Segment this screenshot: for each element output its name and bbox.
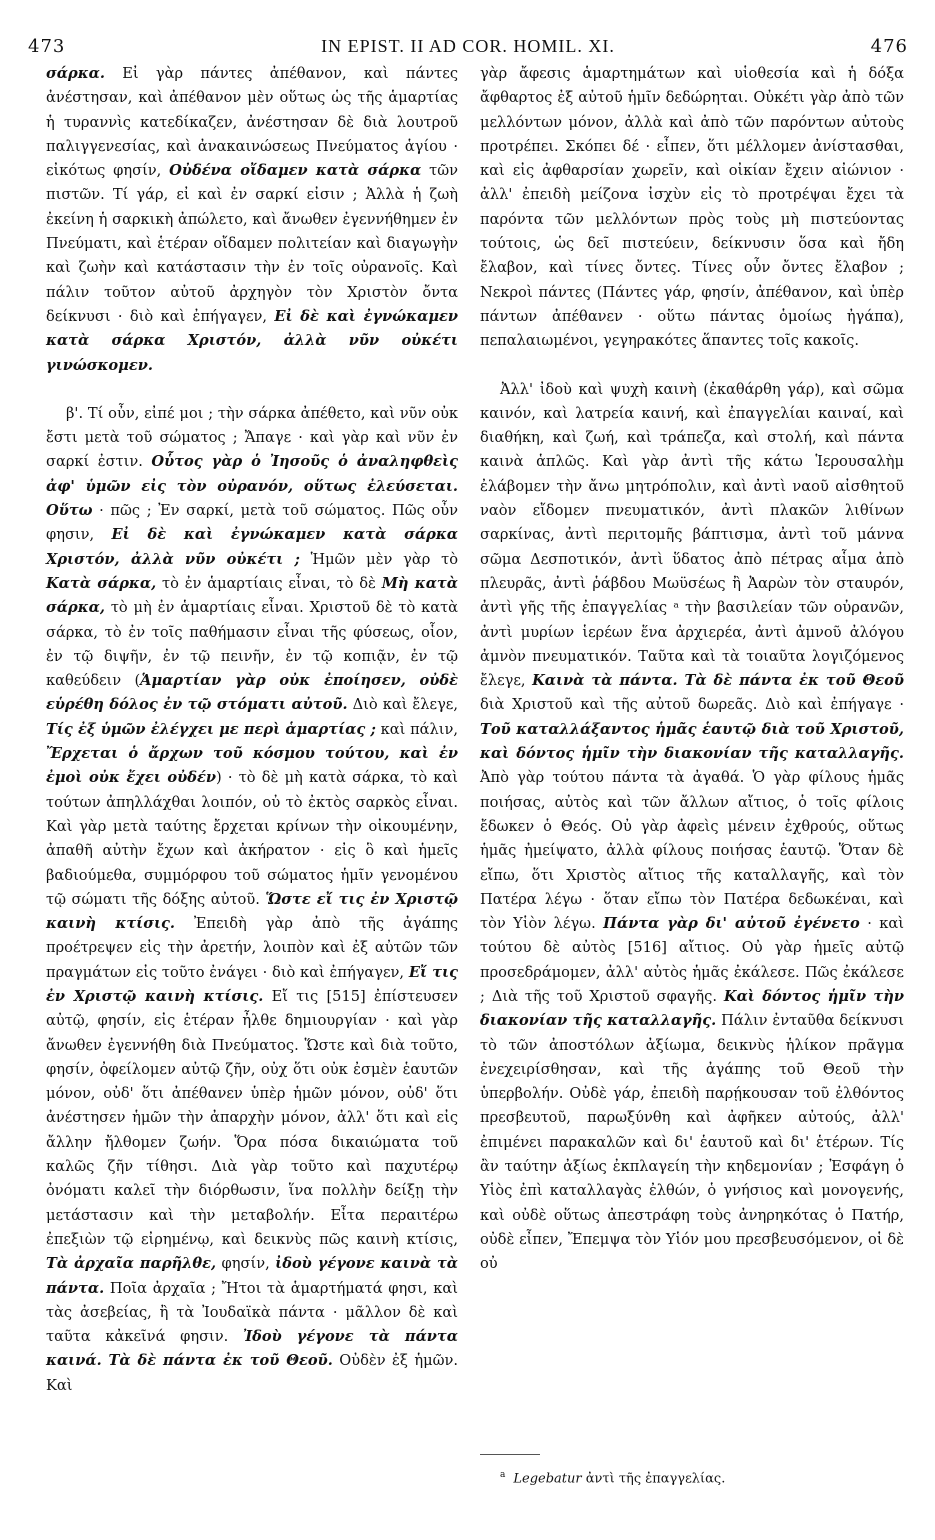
scripture-quote: Καινὰ τὰ πάντα. Τὰ δὲ πάντα ἐκ τοῦ Θεοῦ: [532, 672, 904, 690]
left-column: [46, 62, 458, 1398]
text-run: γὰρ ἄφεσις ἁμαρτημάτων καὶ υἱοθεσία καὶ ἡ δόξα ἄφθαρτος ἐξ αὐτοῦ ἡμῖν δεδώρηται. Οὐκέτι γὰρ ἀπὸ τῶν μελλόντων μόνον, ἀλλὰ καὶ ἀπὸ τῶν παρόντων αὐτοὺς προτρέπει. Σκόπει δέ · εἶπεν, ὅτι μέλλομεν ἀνίστασθαι, καὶ εἰς ἀφθαρσίαν χωρεῖν, καὶ οἰκίαν ἔχειν αἰώνιον · ἀλλ' ἐπειδὴ μείζονα ἰσχὺν εἰς τὸ προτρέψαι ἔχει τὰ παρόντα τῶν μελλόντων πρὸς τοὺς μὴ πιστεύοντας τούτοις, ὡς δεῖ πιστεύειν, δείκνυσιν ὅσα καὶ ἤδη ἔλαβον, καὶ τίνες ὄντες. Τίνες οὖν ὄντες ἔλαβον ; Νεκροὶ πάντες (Πάντες γάρ, φησίν, ἀπέθανον, καὶ ὑπὲρ πάντων ἀπέθανεν · οὕτω πάντας ὁμοίως ἠγάπα), πεπαλαιωμένοι, γεγηρακότες ἅπαντες τοῖς κακοῖς.: [480, 65, 904, 350]
scripture-quote: Ἁμαρτίαν γὰρ οὐκ ἐποίησεν, οὐδὲ εὑρέθη δόλος ἐν τῷ στόματι αὐτοῦ.: [46, 672, 459, 714]
text-run: Ποῖα ἀρχαῖα ; Ἤτοι τὰ ἁμαρτήματά φησι, καὶ τὰς ἀσεβείας, ἢ τὰ Ἰουδαϊκὰ πάντα · μᾶλλον δὲ καὶ ταῦτα κἀκεῖνά φησιν.: [46, 1279, 458, 1346]
text-run: · πῶς ; Ἐν σαρκί, μετὰ τοῦ σώματος. Πῶς οὖν φησιν,: [46, 502, 458, 544]
scripture-quote: Καὶ δόντος ἡμῖν τὴν διακονίαν τῆς καταλλαγῆς.: [480, 987, 904, 1030]
footnote-text: ἀντὶ τῆς ἐπαγγελίας.: [581, 1471, 726, 1487]
text-run: Οὐδὲν ἐξ ἡμῶν. Καὶ: [46, 1352, 459, 1394]
text-run: τῶν πιστῶν. Τί γάρ, εἰ καὶ ἐν σαρκί εἰσιν ; Ἀλλὰ ἡ ζωὴ ἐκείνη ἡ σαρκικὴ ἀπώλετο, καὶ ἄνωθεν ἐγεννήθημεν ἐν Πνεύματι, καὶ ἑτέραν οἴδαμεν πολιτείαν καὶ διαγωγὴν καὶ ζωὴν καὶ κατάστασιν τὴν ἐν τοῖς οὐρανοῖς. Καὶ πάλιν τοῦτον αὐτοῦ ἀρχηγὸν τὸν Χριστὸν ὄντα δείκνυσι · διὸ καὶ ἐπήγαγεν,: [46, 162, 458, 325]
text-run: φησίν,: [216, 1255, 276, 1273]
paragraph: [46, 402, 458, 1398]
scripture-quote: Πάντα γὰρ δι' αὐτοῦ ἐγένετο: [603, 915, 860, 933]
paragraph: [480, 378, 904, 1277]
text-run: β'. Τί οὖν, εἰπέ μοι ; τὴν σάρκα ἀπέθετο, καὶ νῦν οὐκ ἔστι μετὰ τοῦ σώματος ; Ἄπαγε · καὶ γὰρ καὶ νῦν ἐν σαρκί ἐστιν.: [46, 404, 458, 471]
scripture-quote: Οὗτος γὰρ ὁ Ἰησοῦς ὁ ἀναληφθεὶς ἀφ' ὑμῶν εἰς τὸν οὐρανόν, οὕτως ἐλεύσεται.: [46, 453, 458, 495]
page-number-left: 473: [28, 36, 66, 57]
running-header: [28, 36, 908, 62]
footnote-mark: a: [500, 1470, 506, 1480]
text-run: ) · τὸ δὲ μὴ κατὰ σάρκα, τὸ καὶ τούτων ἀπηλλάχθαι λοιπόν, οὐ τὸ ἐκτὸς σαρκὸς εἶναι. Καὶ γὰρ μετὰ ταύτης ἔρχεται κρίνων τὴν οἰκουμένην, ἀπαθῆ αὐτὴν ἔχων καὶ ἀκήρατον · εἰς ὃ καὶ ἡμεῖς βαδιούμεθα, συμμόρφου τοῦ σώματος ἡμῖν γενομένου τῷ σώματι τῆς δόξης αὐτοῦ.: [46, 769, 459, 908]
scripture-quote: Ἰδοὺ γέγονε τὰ πάντα καινά. Τὰ δὲ πάντα ἐκ τοῦ Θεοῦ.: [46, 1328, 458, 1370]
running-title: IN EPIST. II AD COR. HOMIL. XI.: [321, 36, 615, 56]
page-number-right: 476: [870, 36, 908, 57]
scripture-quote: Ὥστε εἴ τις ἐν Χριστῷ καινὴ κτίσις.: [46, 890, 458, 933]
scripture-quote: Εἰ δὲ καὶ ἐγνώκαμεν κατὰ σάρκα Χριστόν, ἀλλὰ νῦν οὐκέτι γινώσκομεν.: [46, 307, 458, 374]
text-run: Ἡμῶν μὲν γὰρ τὸ: [299, 550, 458, 568]
footnote-latin: Legebatur: [513, 1471, 582, 1487]
text-run: καὶ πάλιν,: [375, 720, 458, 738]
footnote: [500, 1466, 900, 1488]
text-run: τὸ μὴ ἐν ἁμαρτίαις εἶναι. Χριστοῦ δὲ τὸ κατὰ σάρκα, τὸ ἐν τοῖς παθήμασιν εἶναι τῆς φύσεως, οἷον, ἐν τῷ διψῆν, ἐν τῷ πεινῆν, ἐν τῷ κοπιᾷν, ἐν τῷ καθεύδειν (: [46, 599, 458, 690]
footnote-divider: [480, 1454, 540, 1455]
right-column: [480, 62, 904, 1277]
scripture-quote: Μὴ κατὰ σάρκα,: [46, 574, 458, 617]
scripture-quote: Οὕτω: [46, 502, 93, 520]
paragraph: [46, 62, 458, 378]
text-run: · καὶ τούτου δὲ αὐτὸς [516] αἴτιος. Οὐ γὰρ ἡμεῖς αὐτῷ προσεδράμομεν, ἀλλ' αὐτὸς ἡμᾶς ἐκάλεσε. Πῶς ἐκάλεσε ; Διὰ τῆς τοῦ Χριστοῦ σφαγῆς.: [480, 915, 904, 1005]
text-run: Ἀπὸ γὰρ τούτου πάντα τὰ ἀγαθά. Ὁ γὰρ φίλους ἡμᾶς ποιήσας, αὐτὸς καὶ τῶν ἄλλων αἴτιος, ὁ τοῖς φίλοις ἔδωκεν ὁ Θεός. Οὐ γὰρ ἀφεὶς μένειν ἐχθρούς, οὕτως ἡμᾶς ἠμείψατο, ἀλλὰ φίλους ποιήσας ἑαυτῷ. Ὅταν δὲ εἴπω, ὅτι Χριστὸς αἴτιος τῆς καταλλαγῆς, καὶ τὸν Πατέρα λέγω · ὅταν εἴπω τὸν Πατέρα δεδωκέναι, καὶ τὸν Υἱὸν λέγω.: [480, 769, 904, 933]
text-run: Εἰ γὰρ πάντες ἀπέθανον, καὶ πάντες ἀνέστησαν, καὶ ἀπέθανον μὲν οὕτως ὡς τῆς ἁμαρτίας ἡ τυραννὶς κατεδίκαζεν, ἀνέστησαν δὲ διὰ λουτροῦ παλιγγενεσίας, καὶ ἀνακαινώσεως Πνεύματος ἁγίου · εἰκότως φησίν,: [46, 65, 458, 180]
text-run: Διὸ καὶ ἔλεγε,: [347, 696, 458, 714]
scripture-quote: Τὰ ἀρχαῖα παρῆλθε,: [46, 1255, 217, 1273]
text-run: Εἴ τις [515] ἐπίστευσεν αὐτῷ, φησίν, εἰς ἑτέραν ἦλθε δημιουργίαν · καὶ γὰρ ἄνωθεν ἐγεννήθη διὰ Πνεύματος. Ὥστε καὶ διὰ τοῦτο, φησίν, ὀφείλομεν αὐτῷ ζῆν, οὐχ ὅτι οὐκ ἐσμὲν ἑαυτῶν μόνον, οὐδ' ὅτι ἀπέθανεν ὑπὲρ ἡμῶν μόνον, οὐδ' ὅτι ἀνέστησεν ἡμῶν τὴν ἀπαρχὴν μόνον, ἀλλ' ὅτι καὶ εἰς ἄλλην ἤλθομεν ζωήν. Ὅρα πόσα δικαιώματα τοῦ καλῶς ζῆν τίθησι. Διὰ γὰρ τοῦτο καὶ παχυτέρῳ ὀνόματι καλεῖ τὴν διόρθωσιν, ἵνα πολλὴν δείξῃ τὴν μετάστασιν καὶ τὴν μεταβολήν. Εἶτα περαιτέρω ἐπεξιὼν τῷ εἰρημένῳ, καὶ δεικνὺς πῶς καινὴ κτίσις,: [46, 987, 458, 1248]
scripture-quote: Εἴ τις ἐν Χριστῷ καινὴ κτίσις.: [46, 963, 458, 1005]
text-run: Ἐπειδὴ γὰρ ἀπὸ τῆς ἀγάπης προέτρεψεν εἰς τὴν ἀρετήν, λοιπὸν καὶ ἐξ αὐτῶν τῶν πραγμάτων εἰς τοῦτο ἐνάγει · διὸ καὶ ἐπήγαγεν,: [46, 915, 458, 981]
text-run: Ἀλλ' ἰδοὺ καὶ ψυχὴ καινὴ (ἐκαθάρθη γάρ), καὶ σῶμα καινόν, καὶ λατρεία καινή, καὶ ἐπαγγελίαι καιναί, καὶ διαθήκη, καὶ ζωή, καὶ τράπεζα, καὶ στολή, καὶ πάντα καινὰ ἁπλῶς. Καὶ γὰρ ἀντὶ τῆς κάτω Ἱερουσαλὴμ ἐλάβομεν τὴν ἄνω μητρόπολιν, καὶ ἀντὶ ναοῦ αἰσθητοῦ ναὸν εἴδομεν πνευματικόν, ἀντὶ πλακῶν λιθίνων σαρκίνας, ἀντὶ περιτομῆς βάπτισμα, ἀντὶ τοῦ μάννα σῶμα Δεσποτικόν, ἀντὶ ὕδατος ἀπὸ πέτρας αἷμα ἀπὸ πλευρᾶς, ἀντὶ ῥάβδου Μωϋσέως ἢ Ἀαρὼν τὸν σταυρόν, ἀντὶ γῆς τῆς ἐπαγγελίας ᵃ τὴν βασιλείαν τῶν οὐρανῶν, ἀντὶ μυρίων ἱερέων ἕνα ἀρχιερέα, ἀντὶ ἀμνοῦ ἀλόγου ἀμνὸν πνευματικόν. Ταῦτα καὶ τὰ τοιαῦτα λογιζόμενος ἔλεγε,: [480, 380, 904, 690]
text-run: τὸ ἐν ἁμαρτίαις εἶναι, τὸ δὲ: [156, 574, 382, 592]
scripture-quote: Ἔρχεται ὁ ἄρχων τοῦ κόσμου τούτου, καὶ ἐν ἐμοὶ οὐκ ἔχει οὐδέν: [46, 745, 458, 787]
paragraph: [480, 62, 904, 354]
text-run: διὰ Χριστοῦ καὶ τῆς αὐτοῦ δωρεᾶς. Διὸ καὶ ἐπήγαγε ·: [480, 696, 904, 714]
scripture-quote: Κατὰ σάρκα,: [46, 574, 157, 592]
scripture-quote: ἰδοὺ γέγονε καινὰ τὰ πάντα.: [46, 1255, 458, 1297]
scripture-quote: σάρκα.: [46, 65, 105, 82]
scripture-quote: Οὐδένα οἴδαμεν κατὰ σάρκα: [169, 162, 422, 180]
scripture-quote: Εἰ δὲ καὶ ἐγνώκαμεν κατὰ σάρκα Χριστόν, ἀλλὰ νῦν οὐκέτι ;: [46, 526, 458, 568]
text-run: Πάλιν ἐνταῦθα δείκνυσι τὸ τῶν ἀποστόλων ἀξίωμα, δεικνὺς ἡλίκον πρᾶγμα ἐνεχειρίσθησαν, καὶ τῆς ἀγάπης τοῦ Θεοῦ τὴν ὑπερβολήν. Οὐδὲ γάρ, ἐπειδὴ παρῄκουσαν τοῦ ἐλθόντος πρεσβευτοῦ, παρωξύνθη καὶ ἀφῆκεν αὐτούς, ἀλλ' ἐπιμένει παρακαλῶν καὶ δι' ἑαυτοῦ καὶ δι' ἑτέρων. Τίς ἂν ταύτην ἀξίως ἐκπλαγείη τὴν κηδεμονίαν ; Ἐσφάγη ὁ Υἱὸς ἐπὶ καταλλαγὰς ἐλθών, ὁ γνήσιος καὶ μονογενής, καὶ οὐδὲ οὕτως ἀπεστράφη τοὺς ἀνηρηκότας ὁ Πατήρ, οὐδὲ εἶπεν, Ἔπεμψα τὸν Υἱόν μου πρεσβευσόμενον, οἱ δὲ οὐ: [480, 1012, 904, 1273]
scripture-quote: Τοῦ καταλλάξαντος ἡμᾶς ἑαυτῷ διὰ τοῦ Χριστοῦ, καὶ δόντος ἡμῖν τὴν διακονίαν τῆς καταλλαγῆς.: [480, 720, 904, 763]
scripture-quote: Τίς ἐξ ὑμῶν ἐλέγχει με περὶ ἁμαρτίας ;: [46, 720, 376, 738]
